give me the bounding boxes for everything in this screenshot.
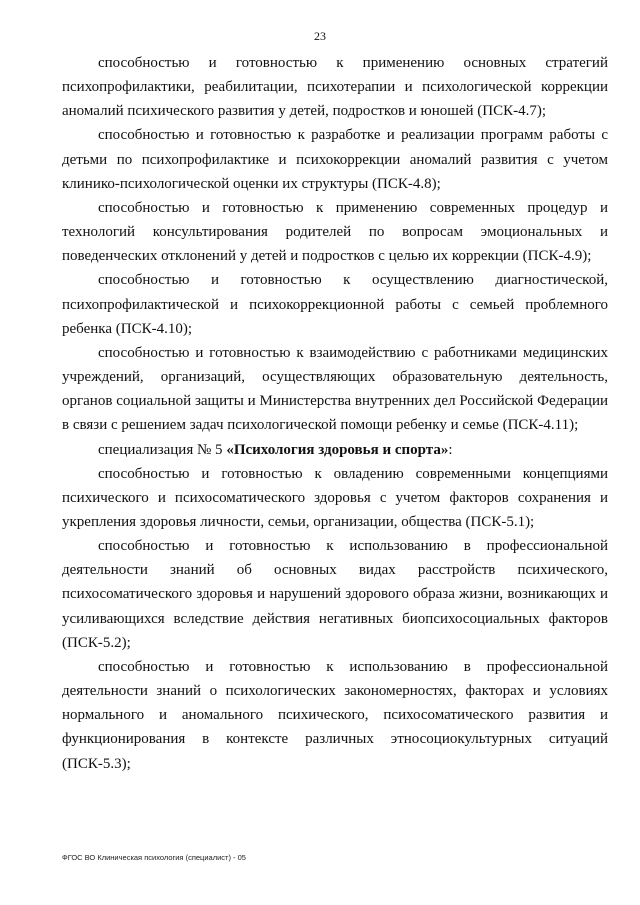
specialization-prefix: специализация № 5 [98,441,227,458]
competency-psk-5-2: способностью и готовностью к использованию в профессиональной деятельности знаний об основных видах расстройств психического, психосоматического здоровья и нарушений здорового образа жизни, возникающих и усиливающихся вследствие действия негативных биопсихосоциальных факторов (ПСК-5.2); [62,538,608,651]
specialization-title: «Психология здоровья и спорта» [226,441,449,458]
document-body [62,51,608,776]
competency-psk-4-8: способностью и готовностью к разработке и реализации программ работы с детьми по психопрофилактике и психокоррекции аномалий развития с учетом клинико-психологической оценки их структуры (ПСК-4.8); [62,127,608,192]
specialization-suffix: : [448,441,453,458]
specialization-heading [62,438,608,462]
competency-psk-4-11: способностью и готовностью к взаимодействию с работниками медицинских учреждений, организаций, осуществляющих образовательную деятельность, органов социальной защиты и Министерства внутренних дел Российской Федерации в связи с решением задач психологической помощи ребенку и семье (ПСК-4.11); [62,344,608,434]
competency-psk-4-9: способностью и готовностью к применению современных процедур и технологий консультирования родителей по вопросам эмоциональных и поведенческих отклонений у детей и подростков с целью их коррекции (ПСК-4.9); [62,199,608,265]
competency-psk-5-1: способностью и готовностью к овладению современными концепциями психического и психосоматического здоровья с учетом факторов сохранения и укрепления здоровья личности, семьи, организации, общества (ПСК-5.1); [62,465,608,530]
competency-psk-4-10: способностью и готовностью к осуществлению диагностической, психопрофилактической и психокоррекционной работы с семьей проблемного ребенка (ПСК-4.10); [62,272,608,337]
competency-psk-4-7: способностью и готовностью к применению основных стратегий психопрофилактики, реабилитации, психотерапии и психологической коррекции аномалий психического развития у детей, подростков и юношей (ПСК-4.7); [62,55,608,120]
page-footer: ФГОС ВО Клиническая психология (специалист) - 05 [62,853,246,862]
competency-psk-5-3: способностью и готовностью к использованию в профессиональной деятельности знаний о психологических закономерностях, факторах и условиях нормального и аномального психического, психосоматического развития и функционирования в контексте различных этносоциокультурных ситуаций (ПСК-5.3); [62,658,608,772]
page-number: 23 [314,29,326,43]
